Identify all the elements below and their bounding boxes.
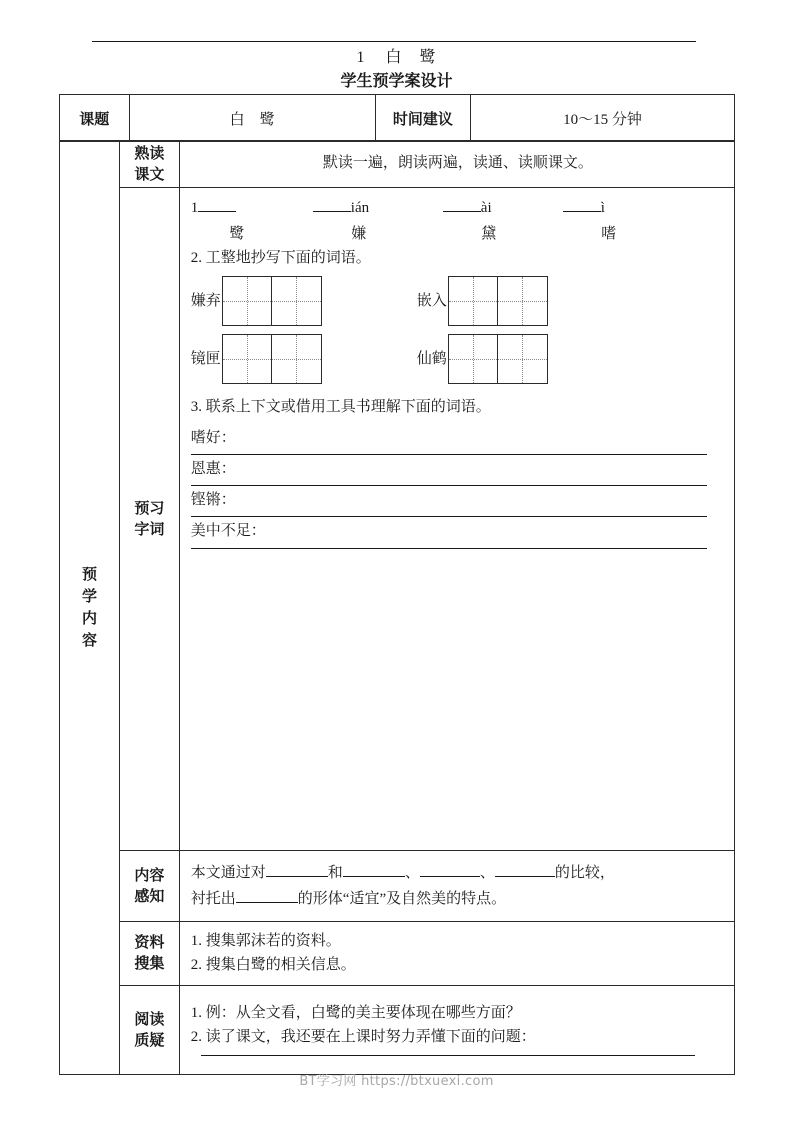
- row-label-line: 资料: [134, 933, 165, 952]
- table-row-vocab: [60, 188, 735, 851]
- watermark: BT学习网 https://btxuexi.com: [299, 1074, 494, 1089]
- row-label-line: 课文: [134, 165, 165, 183]
- topic-label: 课题: [60, 95, 130, 142]
- copy-word-item: [191, 276, 322, 326]
- writing-box[interactable]: [448, 334, 498, 384]
- writing-box[interactable]: [498, 334, 548, 384]
- writing-boxes[interactable]: [222, 276, 322, 326]
- research-content: [179, 922, 734, 986]
- pinyin-prompt: [443, 197, 555, 220]
- info-table: [59, 94, 735, 142]
- writing-box[interactable]: [272, 334, 322, 384]
- pinyin-exercise: [191, 197, 725, 245]
- table-row-read: [60, 141, 735, 188]
- row-label-line: 字词: [134, 520, 165, 538]
- pinyin-prompt: [191, 197, 303, 220]
- pinyin-blank[interactable]: [563, 197, 601, 212]
- vertical-label-char: 容: [81, 631, 97, 650]
- research-item: 1. 搜集郭沫若的资料。: [190, 933, 341, 949]
- pinyin-item: [443, 197, 555, 247]
- perception-text: 的比较，: [554, 864, 615, 881]
- answer-line[interactable]: [201, 1055, 695, 1056]
- pinyin-character: 黛: [481, 226, 497, 243]
- copy-word-label: 仙鹤: [416, 350, 447, 367]
- vertical-label-char: 学: [81, 587, 97, 606]
- writing-box[interactable]: [448, 276, 498, 326]
- task-3-instruction: 3. 联系上下文或借用工具书理解下面的词语。: [190, 399, 491, 416]
- time-label: 时间建议: [375, 95, 470, 142]
- perception-content: [179, 851, 734, 922]
- pinyin-item: [563, 197, 675, 247]
- fill-blank[interactable]: [495, 862, 555, 877]
- vocab-term-entry[interactable]: 恩惠：: [191, 455, 707, 486]
- pinyin-prefix: 1: [190, 200, 199, 216]
- perception-line-1: [191, 860, 725, 886]
- pinyin-blank[interactable]: [198, 197, 236, 212]
- table-row-questions: [60, 985, 735, 1074]
- pinyin-blank[interactable]: [313, 197, 351, 212]
- writing-box[interactable]: [222, 334, 272, 384]
- writing-box[interactable]: [222, 276, 272, 326]
- perception-text: 、: [404, 864, 420, 881]
- vertical-label-char: 预: [81, 565, 97, 584]
- fill-blank[interactable]: [266, 862, 328, 877]
- copy-word-label: 嫌弃: [190, 292, 221, 309]
- perception-text: 、: [479, 864, 495, 881]
- vocab-exercises: [179, 188, 734, 851]
- table-row-research: [60, 922, 735, 986]
- lesson-number: 1: [356, 49, 366, 66]
- fill-blank[interactable]: [236, 888, 298, 903]
- research-item: 2. 搜集白鹭的相关信息。: [190, 957, 356, 974]
- main-content-table: [59, 140, 735, 1075]
- pinyin-character: 鹭: [229, 226, 245, 243]
- topic-value: 白 鹭: [129, 95, 375, 142]
- table-row-perception: [60, 851, 735, 922]
- table-row: [60, 95, 735, 142]
- fill-blank[interactable]: [420, 862, 480, 877]
- row-label-line: 阅读: [134, 1009, 165, 1028]
- task-2-instruction: 2. 工整地抄写下面的词语。: [190, 250, 371, 266]
- vertical-label-char: 内: [81, 609, 97, 628]
- perception-text: 本文通过对: [190, 864, 266, 881]
- pinyin-character: 嫌: [351, 226, 367, 243]
- row-label-read: [119, 141, 179, 188]
- writing-boxes[interactable]: [448, 334, 548, 384]
- row-label-line: 感知: [134, 887, 165, 905]
- question-item: 2. 读了课文，我还要在上课时努力弄懂下面的问题：: [190, 1029, 536, 1046]
- copy-word-item: [417, 334, 548, 384]
- vocab-term-entry[interactable]: 嗜好：: [191, 426, 707, 455]
- document-title: [0, 44, 793, 67]
- vocab-term-entry[interactable]: 铿锵：: [191, 486, 707, 517]
- copy-row-1: [191, 276, 725, 328]
- row-label-perception: [119, 851, 179, 922]
- vocab-term-entry[interactable]: 美中不足：: [191, 517, 707, 548]
- row-label-line: 质疑: [134, 1030, 165, 1049]
- perception-line-2: [191, 886, 725, 912]
- perception-text: 衬托出: [190, 891, 236, 907]
- pinyin-character: 嗜: [601, 226, 617, 243]
- writing-box[interactable]: [498, 276, 548, 326]
- pinyin-suffix: ián: [350, 200, 370, 216]
- row-label-line: 内容: [134, 866, 165, 884]
- row-label-research: [119, 922, 179, 986]
- copy-row-2: [191, 334, 725, 386]
- row-label-line: 搜集: [134, 954, 165, 973]
- time-value: 10～15 分钟: [471, 95, 735, 142]
- row-label-questions: [119, 985, 179, 1074]
- row-label-vocab: [119, 188, 179, 851]
- pinyin-blank[interactable]: [443, 197, 481, 212]
- writing-boxes[interactable]: [448, 276, 548, 326]
- read-instruction: 默读一遍，朗读两遍，读通、读顺课文。: [179, 141, 734, 188]
- row-label-line: 预习: [134, 499, 165, 517]
- perception-text: 的形体“适宜”及自然美的特点。: [297, 891, 507, 907]
- pinyin-item: [191, 197, 303, 247]
- header-rule: [92, 41, 696, 42]
- fill-blank[interactable]: [343, 862, 405, 877]
- pinyin-suffix: ài: [480, 200, 492, 216]
- pinyin-prompt: [313, 197, 425, 220]
- row-label-line: 熟读: [134, 144, 165, 162]
- lesson-title: 白 鹭: [385, 49, 437, 66]
- perception-text: 和: [327, 864, 343, 881]
- copy-word-item: [417, 276, 548, 326]
- writing-boxes[interactable]: [222, 334, 322, 384]
- questions-content: [179, 985, 734, 1074]
- copy-word-label: 镜匣: [190, 350, 221, 367]
- writing-box[interactable]: [272, 276, 322, 326]
- section-vertical-label: [60, 141, 120, 1075]
- pinyin-item: [313, 197, 425, 247]
- pinyin-prompt: [563, 197, 675, 220]
- copy-word-label: 嵌入: [416, 292, 447, 309]
- pinyin-suffix: ì: [600, 200, 605, 216]
- question-item: 1. 例：从全文看，白鹭的美主要体现在哪些方面？: [190, 1004, 521, 1021]
- document-subtitle: 学生预学案设计: [340, 71, 453, 90]
- copy-word-item: [191, 334, 322, 384]
